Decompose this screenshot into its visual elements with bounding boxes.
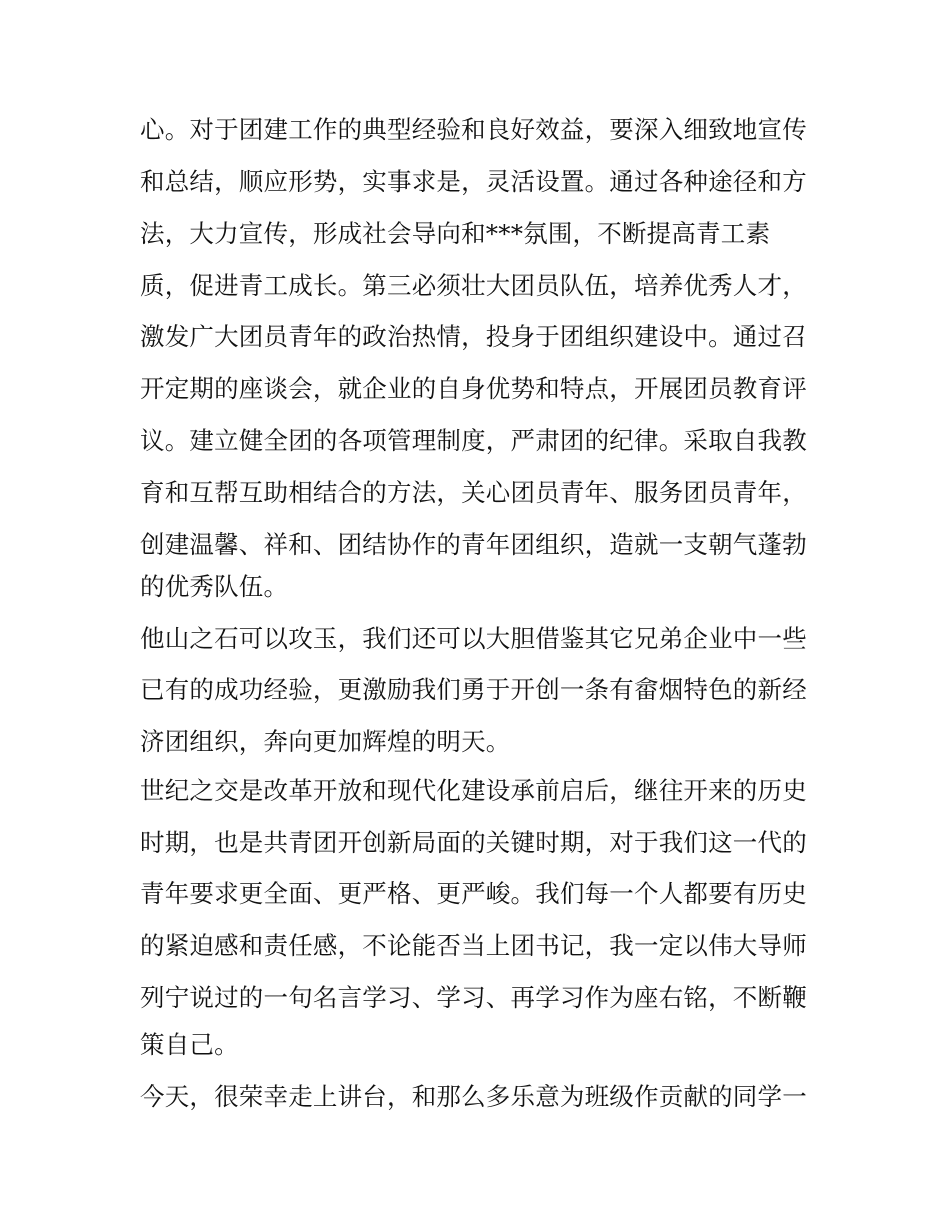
text-line-4: 质，促进青工成长。第三必须壮大团员队伍，培养优秀人才， (140, 271, 807, 300)
text-line-9: 创建温馨、祥和、团结协作的青年团组织，造就一支朝气蓬勃 (140, 530, 807, 559)
text-line-1: 心。对于团建工作的典型经验和良好效益，要深入细致地宣传 (140, 115, 807, 144)
text-line-3: 法，大力宣传，形成社会导向和***氛围，不断提高青工素 (140, 219, 771, 248)
text-line-17: 的紧迫感和责任感，不论能否当上团书记，我一定以伟大导师 (140, 931, 807, 960)
text-line-19: 策自己。 (140, 1030, 239, 1059)
text-line-12: 已有的成功经验，更激励我们勇于开创一条有畲烟特色的新经 (140, 675, 807, 704)
text-line-11: 他山之石可以攻玉，我们还可以大胆借鉴其它兄弟企业中一些 (140, 624, 807, 653)
text-line-15: 时期，也是共青团开创新局面的关键时期，对于我们这一代的 (140, 828, 807, 857)
text-line-7: 议。建立健全团的各项管理制度，严肃团的纪律。采取自我教 (140, 426, 807, 455)
text-line-6: 开定期的座谈会，就企业的自身优势和特点，开展团员教育评 (140, 374, 807, 403)
text-line-5: 激发广大团员青年的政治热情，投身于团组织建设中。通过召 (140, 322, 807, 351)
text-line-10: 的优秀队伍。 (140, 572, 289, 601)
text-line-2: 和总结，顺应形势，实事求是，灵活设置。通过各种途径和方 (140, 167, 807, 196)
text-line-8: 育和互帮互助相结合的方法，关心团员青年、服务团员青年， (140, 478, 807, 507)
text-line-14: 世纪之交是改革开放和现代化建设承前启后，继往开来的历史 (140, 776, 807, 805)
text-line-20: 今天，很荣幸走上讲台，和那么多乐意为班级作贡献的同学一 (140, 1082, 807, 1111)
text-line-13: 济团组织，奔向更加辉煌的明天。 (140, 727, 511, 756)
text-line-18: 列宁说过的一句名言学习、学习、再学习作为座右铭，不断鞭 (140, 983, 807, 1012)
text-line-16: 青年要求更全面、更严格、更严峻。我们每一个人都要有历史 (140, 879, 807, 908)
